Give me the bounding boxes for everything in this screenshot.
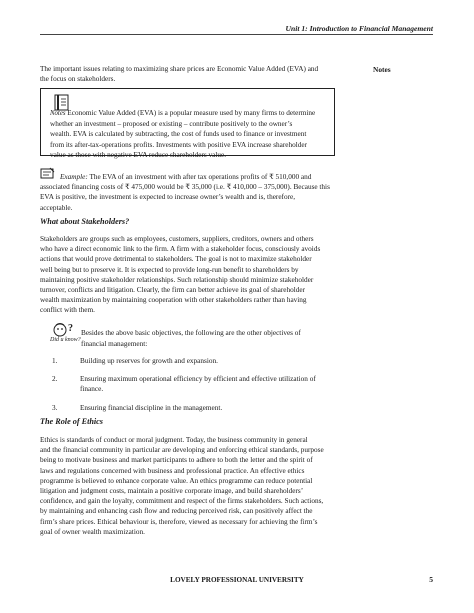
- list-item: 3. Ensuring financial discipline in the management.: [52, 403, 223, 412]
- notes-box-text: Notes Economic Value Added (EVA) is a popular measure used by many firms to determine whether an investment – proposed or existing – contribute positively to the owner’s wealth. EVA is calculated by subtracting, the cost of funds used to finance or investment from its after-tax-operations profits. Investments with positive EVA increase shareholder value as those with negative EVA reduce shareholders value.: [50, 109, 316, 159]
- section-heading-stakeholders: What about Stakeholders?: [40, 217, 130, 226]
- list-item: 2. Ensuring maximum operational efficiency by efficient and effective utilization of finance.: [52, 375, 316, 394]
- footer-university: LOVELY PROFESSIONAL UNIVERSITY: [170, 576, 304, 584]
- section-heading-ethics: The Role of Ethics: [40, 417, 103, 426]
- did-you-know-icon: [51, 321, 77, 337]
- header-rule: [40, 34, 433, 35]
- objectives-list: [52, 356, 336, 413]
- page-number: 5: [429, 575, 433, 584]
- notes-box-label: Notes: [50, 110, 66, 117]
- did-you-know-text: Besides the above basic objectives, the following are the other objectives of: [81, 329, 301, 337]
- example-label: Example:: [60, 173, 88, 181]
- stakeholders-section: What about Stakeholders? Stakeholders are groups such as employees, customers, suppliers, creditors, owners and others who have a direct economic link to the firm. A firm with a stakeholder focus, consciously avoids actions that would prove detrimental to stakeholders. The goal is not to maximize stakeholder well being but to preserve it. It is expected to provide long-run benefit to shareholders by maintaining positive stakeholder relationships. Such relationship should minimize stakeholder turnover, conflicts and litigation. Clearly, the firm can better achieve its goal of shareholder wealth maximization by maintaining cooperation with other stakeholders rather than having conflict with them.: [40, 217, 336, 316]
- running-header-title: Unit 1: Introduction to Financial Management: [285, 24, 433, 33]
- did-you-know-label: Did u know?: [50, 337, 81, 343]
- example-paragraph: Example: The EVA of an investment with after tax operations profits of ₹ 510,000 and associated financing costs of ₹ 475,000 would be ₹ 35,000 (i.e. ₹ 410,000 – 375,000). Because this EVA is positive, the investment is expected to increase owner’s wealth and is, therefore, acceptable.: [40, 173, 330, 212]
- svg-text:?: ?: [68, 323, 73, 334]
- list-item: 1. Building up reserves for growth and expansion.: [52, 357, 218, 365]
- margin-notes-label: Notes: [373, 65, 391, 74]
- intro-paragraph: The important issues relating to maximizing share prices are Economic Value Added (EVA) and the focus on stakeholders.: [40, 65, 319, 84]
- ethics-section: The Role of Ethics Ethics is standards of conduct or moral judgment. Today, the business community in general and the financial community in particular are developing and enforcing ethical standards, purpose being to motivate business and market participants to adhere to both the letter and the spirit of laws and regulations concerned with business and professional practice. An effective ethics programme is believed to enhance corporate value. An ethics programme can reduce potential litigation and judgment costs, maintain a positive corporate image, and build shareholders’ confidence, and gain the loyalty, commitment and respect of the firms stakeholders. Such actions, by maintaining and enhancing cash flow and reducing perceived risk, can positively affect the firm’s share prices. Ethical behaviour is, therefore, viewed as necessary for achieving the firm’s goal of owner wealth maximization.: [40, 417, 336, 537]
